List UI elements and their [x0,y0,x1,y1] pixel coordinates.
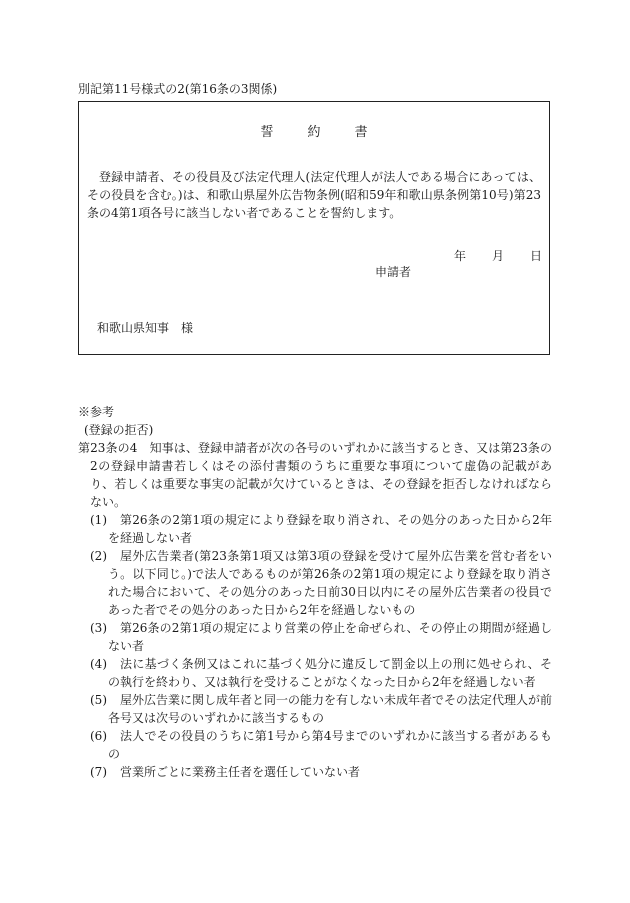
list-item [78,763,552,781]
list-item [78,655,552,691]
list-item [78,547,552,619]
list-item [78,511,552,547]
date-year-label: 年 [453,249,466,263]
item-number: (5) [90,693,107,707]
item-number: (2) [90,549,107,563]
pledge-title: 誓約書 [260,125,402,140]
item-text: 第26条の2第1項の規定により営業の停止を命ぜられ、その停止の期間が経過しない者 [108,621,552,653]
item-text: 営業所ごとに業務主任者を選任していない者 [120,765,361,779]
list-item [78,691,552,727]
date-line [454,248,542,264]
reference-mark: ※参考 [78,405,115,419]
item-number: (7) [90,765,107,779]
pledge-text: 登録申請者、その役員及び法定代理人(法定代理人が法人である場合にあっては、その役員を含む。)は、和歌山県屋外広告物条例(昭和59年和歌山県条例第10号)第23条の4第1項各号に該当しない者であることを誓約します。 [87,170,541,220]
date-month-label: 月 [491,249,504,263]
item-number: (6) [90,729,107,743]
date-day-label: 日 [529,249,542,263]
item-list [78,511,552,781]
item-text: 第26条の2第1項の規定により登録を取り消され、その処分のあった日から2年を経過しない者 [108,513,552,545]
addressee: 和歌山県知事 様 [97,321,194,335]
item-text: 屋外広告業に関し成年者と同一の能力を有しない未成年者でその法定代理人が前各号又は次号のいずれかに該当するもの [108,693,553,725]
item-number: (3) [90,621,107,635]
article-text: 第23条の4 知事は、登録申請者が次の各号のいずれかに該当するとき、又は第23条の2の登録申請書若しくはその添付書類のうちに重要な事項について虚偽の記載があり、若しくは重要な事実の記載が欠けているときは、その登録を拒否しなければならない。 [78,441,552,509]
pledge-box [78,101,550,355]
item-text: 屋外広告業者(第23条第1項又は第3項の登録を受けて屋外広告業を営む者をいう。以下同じ。)で法人であるものが第26条の2第1項の規定により登録を取り消された場合において、その処分のあった日前30日以内にその屋外広告業者の役員であった者でその処分のあった日から2年を経過しないもの [108,549,552,617]
reference-caption: (登録の拒否) [84,423,154,437]
applicant-label: 申請者 [375,265,412,279]
reference-section [78,403,552,781]
item-number: (4) [90,657,107,671]
form-heading: 別記第11号様式の2(第16条の3関係) [78,82,278,96]
list-item [78,727,552,763]
list-item [78,619,552,655]
item-number: (1) [90,513,107,527]
item-text: 法人でその役員のうちに第1号から第4号までのいずれかに該当する者があるもの [108,729,552,761]
item-text: 法に基づく条例又はこれに基づく処分に違反して罰金以上の刑に処せられ、その執行を終わり、又は執行を受けることがなくなった日から2年を経過しない者 [108,657,552,689]
